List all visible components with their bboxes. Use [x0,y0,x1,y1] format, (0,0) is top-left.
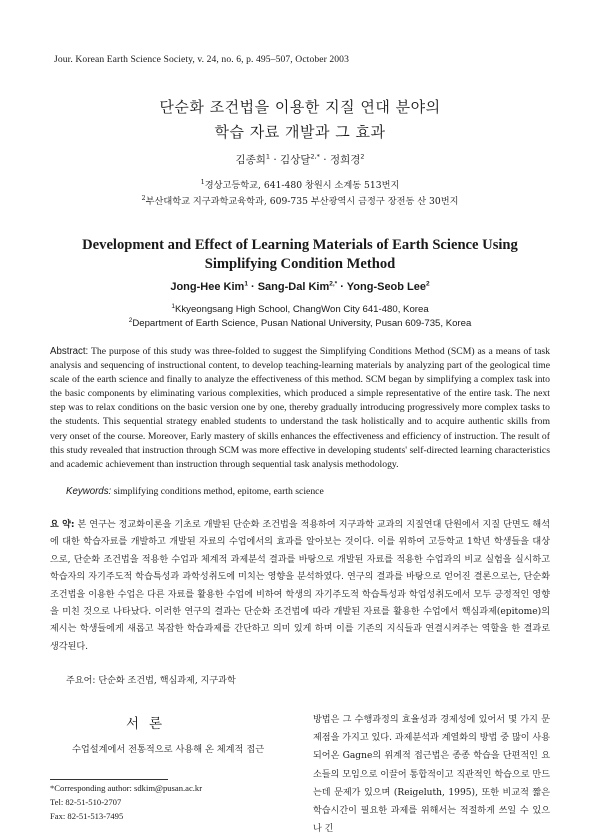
affiliation-mark: 2 [128,316,133,324]
korean-author-name: 김상달 [280,154,311,166]
english-abstract [50,345,550,472]
author-separator: · [337,281,347,293]
korean-keywords [66,673,236,686]
keywords-text: simplifying conditions method, epitome, earth science [111,486,324,497]
affiliation-text: Kkyeongsang High School, ChangWon City 641-480, Korea [174,304,429,315]
english-keywords [66,486,324,497]
korean-affiliation [0,193,600,207]
korean-affiliation [0,177,600,191]
affiliation-mark: 2,* [329,280,338,288]
abstract-text: The purpose of this study was three-folded to suggest the Simplifying Conditions Method (SCM) as a means of task analysis and sequencing of instructional content, to develop teaching-learning materials by analyzing part of the geological time scale of the earth science and finally to analyze the effectiveness of this method. SCM began by simplifying a complex task into the basic components by eliminating various complexities, which produced a simple representative of the entire task. The next step was to relax conditions on the basic version one by one, thereby gradually introducing progressively more complex tasks to the students. This sequential strategy enabled students to understand the task holistically and to acquire authentic skills from very onset of the course. Moreover, Early mastery of skills enhances the effectiveness and efficiency of instruction. The result of this study revealed that instruction through SCM was more effective in developing students' self-directed learning characteristics and academic achievement than instruction through sequential task analysis methodology. [50,346,550,470]
korean-title-line-2: 학습 자료 개발과 그 효과 [214,123,386,141]
english-author-name: Jong-Hee Kim [170,281,245,293]
intro-paragraph-right: 방법은 그 수행과정의 효율성과 경제성에 있어서 몇 가지 문제점을 가지고 있다. 과제분석과 계열화의 방법 중 많이 사용되어온 Gagne의 위계적 접근법은 종종 학습을 단편적인 요소들의 모임으로 이끌어 통합적이고 직관적인 학습으로 만드는데 문제가 있으며 (Reigeluth, 1995), 또한 비교적 짧은 학습시간이 필요한 과제를 위해서는 적절하게 쓰일 수 있으나 긴 [313,715,550,835]
footnote-fax: Fax: 82-51-513-7495 [50,811,124,821]
footnote-telephone: Tel: 82-51-510-2707 [50,797,122,807]
english-author-list [0,281,600,293]
affiliation-text: Department of Earth Science, Pusan National University, Pusan 609-735, Korea [132,318,472,329]
affiliation-text: 부산대학교 지구과학교육학과, 609-735 부산광역시 금정구 장전동 산 30번지 [145,196,459,207]
korean-author-name: 정희경 [329,154,361,166]
korean-keywords-text: 단순화 조건법, 핵심과제, 지구과학 [95,676,236,686]
journal-citation: Jour. Korean Earth Science Society, v. 24, no. 6, p. 495–507, October 2003 [54,54,349,65]
english-title-line-1: Development and Effect of Learning Materials of Earth Science Using [82,237,518,253]
footnote-corresponding-author: *Corresponding author: sdkim@pusan.ac.kr [50,783,203,793]
korean-keywords-label: 주요어: [66,676,96,686]
affiliation-mark: 1 [171,302,175,310]
korean-author-list [0,152,600,167]
english-author-name: Sang-Dal Kim [257,281,330,293]
affiliation-mark: 2 [141,193,146,202]
author-separator: · [319,154,330,166]
affiliation-mark: 1 [244,280,248,288]
affiliation-mark: 1 [265,152,271,161]
english-affiliation [0,304,600,315]
korean-title-line-1: 단순화 조건법을 이용한 지질 연대 분야의 [159,98,441,116]
english-title-line-2: Simplifying Condition Method [204,256,396,272]
footnote-divider [50,779,168,780]
english-author-name: Yong-Seob Lee [346,281,427,293]
affiliation-mark: 2,* [310,152,320,161]
author-separator: · [247,281,258,293]
affiliation-mark: 1 [200,177,205,186]
korean-abstract-text: 본 연구는 정교화이론을 기초로 개발된 단순화 조건법을 적용하여 지구과학 교과의 지질연대 단원에서 지질 단면도 해석에 대한 학습자료를 개발하고 개발된 자료의 수업에서의 효과를 알아보는 것이다. 이를 위하여 고등학교 1학년 학생들을 대상으로, 단순화 조건법을 적용한 수업과 체계적 과제분석 결과를 바탕으로 개발된 자료를 적용한 수업과의 비교 실험을 실시하고 학습자의 자기주도적 학습특성과 과학성취도에 미치는 영향을 분석하였다. 연구의 결과를 바탕으로 얻어진 결론으로는, 단순화 조건법을 이용한 수업은 다른 자료를 활용한 수업에 비하여 학생의 자기주도적 학습특성과 학업성취도에서 모두 긍정적인 영향을 미친 것으로 나타났다. 이러한 연구의 결과는 단순화 조건법에 따라 개발된 자료를 활용한 수업에서 핵심과제(epitome)의 제시는 학생들에게 새롭고 복잡한 학습과제를 간단하고 의미 있게 하며 이를 기존의 지식들과 연결시켜주는 역할을 한 결과로 생각된다. [50,520,551,652]
english-affiliation [0,318,600,329]
author-separator: · [270,154,281,166]
abstract-label: Abstract: [50,346,89,357]
korean-author-name: 김종희 [235,154,266,166]
section-heading-introduction: 서론 [126,716,173,732]
affiliation-text: 경상고등학교, 641-480 창원시 소계동 513번지 [204,180,400,191]
korean-abstract-label: 요 약: [50,520,75,530]
keywords-label: Keywords: [66,486,112,497]
intro-paragraph-left: 수업설계에서 전통적으로 사용해 온 체계적 접근 [72,744,265,755]
korean-abstract [50,517,550,656]
affiliation-mark: 2 [426,280,430,288]
affiliation-mark: 2 [360,152,365,161]
